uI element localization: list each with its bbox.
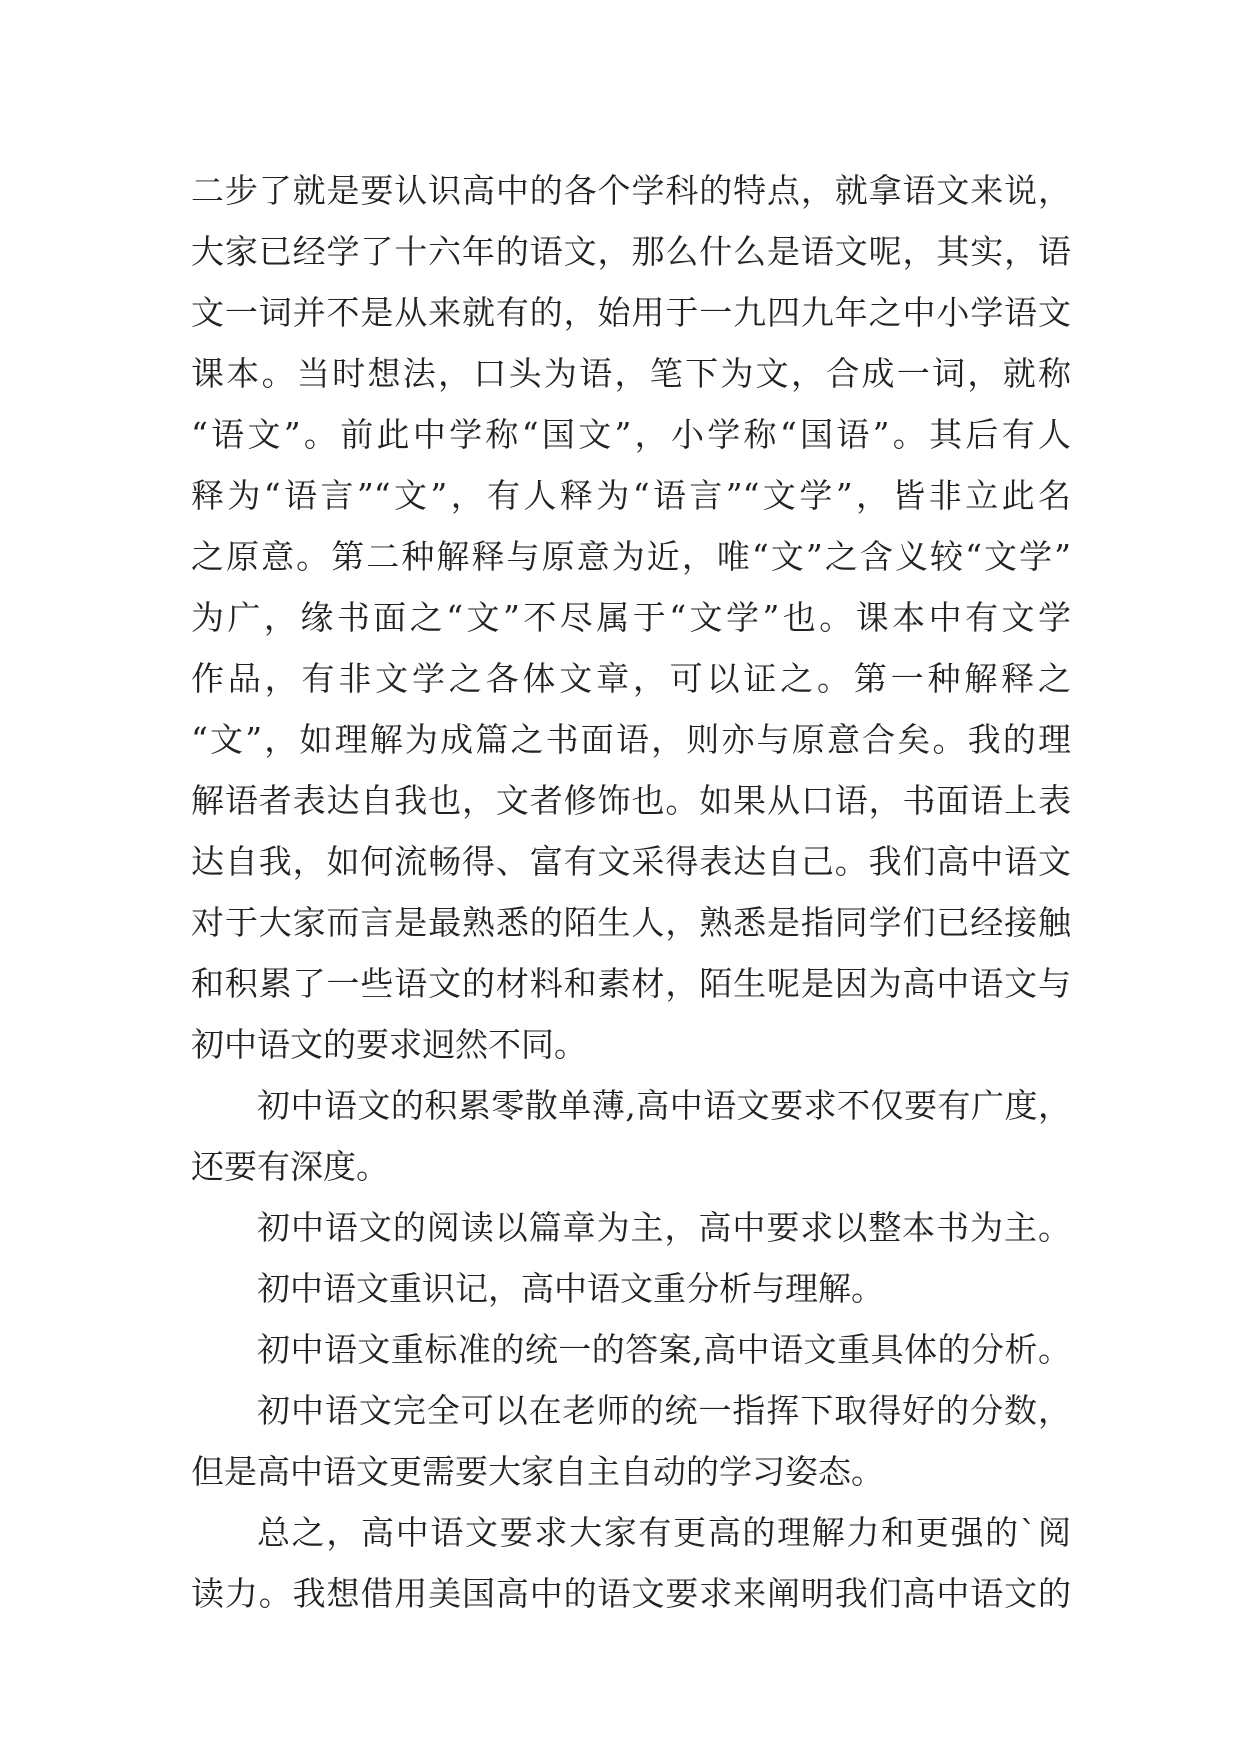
text-line bbox=[191, 1075, 1071, 1136]
text-line-content: 大家已经学了十六年的语文，那么什么是语文呢，其实，语 bbox=[191, 232, 1071, 271]
text-line bbox=[191, 892, 1071, 953]
text-line bbox=[191, 221, 1071, 282]
text-line-content: 初中语文重标准的统一的答案,高中语文重具体的分析。 bbox=[257, 1330, 1071, 1369]
text-line bbox=[191, 1441, 1071, 1502]
text-line bbox=[191, 1014, 1071, 1075]
text-line bbox=[191, 160, 1071, 221]
text-line-content: 之原意。第二种解释与原意为近，唯“文”之含义较“文学” bbox=[191, 537, 1071, 576]
text-line bbox=[191, 526, 1071, 587]
text-line-content: 二步了就是要认识高中的各个学科的特点，就拿语文来说， bbox=[191, 171, 1071, 210]
text-line-content: 初中语文重识记，高中语文重分析与理解。 bbox=[257, 1269, 884, 1308]
document-body bbox=[191, 160, 1071, 1624]
text-line bbox=[191, 831, 1071, 892]
text-line-content: “文”，如理解为成篇之书面语，则亦与原意合矣。我的理 bbox=[191, 720, 1071, 759]
text-line bbox=[191, 648, 1071, 709]
text-line-content: 对于大家而言是最熟悉的陌生人，熟悉是指同学们已经接触 bbox=[191, 903, 1071, 942]
text-line bbox=[191, 465, 1071, 526]
text-line bbox=[191, 1563, 1071, 1624]
text-line bbox=[191, 1197, 1071, 1258]
text-line-content: 初中语文的阅读以篇章为主，高中要求以整本书为主。 bbox=[257, 1208, 1071, 1247]
text-line-content: 解语者表达自我也，文者修饰也。如果从口语，书面语上表 bbox=[191, 781, 1071, 820]
text-line-content: “语文”。前此中学称“国文”，小学称“国语”。其后有人 bbox=[191, 415, 1071, 454]
text-line-content: 课本。当时想法，口头为语，笔下为文，合成一词，就称 bbox=[191, 354, 1071, 393]
text-line bbox=[191, 343, 1071, 404]
text-line-content: 作品，有非文学之各体文章，可以证之。第一种解释之 bbox=[191, 659, 1071, 698]
text-line-content: 初中语文完全可以在老师的统一指挥下取得好的分数， bbox=[257, 1391, 1071, 1430]
text-line bbox=[191, 1380, 1071, 1441]
text-line bbox=[191, 1258, 1071, 1319]
text-line bbox=[191, 404, 1071, 465]
text-line-content: 但是高中语文更需要大家自主自动的学习姿态。 bbox=[191, 1452, 884, 1491]
text-line-content: 读力。我想借用美国高中的语文要求来阐明我们高中语文的 bbox=[191, 1574, 1071, 1613]
text-line bbox=[191, 1319, 1071, 1380]
text-line bbox=[191, 709, 1071, 770]
text-line bbox=[191, 1136, 1071, 1197]
text-line-content: 释为“语言”“文”，有人释为“语言”“文学”，皆非立此名 bbox=[191, 476, 1071, 515]
text-line bbox=[191, 953, 1071, 1014]
text-line bbox=[191, 1502, 1071, 1563]
text-line-content: 文一词并不是从来就有的，始用于一九四九年之中小学语文 bbox=[191, 293, 1071, 332]
text-line-content: 初中语文的积累零散单薄,高中语文要求不仅要有广度， bbox=[257, 1086, 1071, 1125]
text-line-content: 为广，缘书面之“文”不尽属于“文学”也。课本中有文学 bbox=[191, 598, 1071, 637]
text-line-content: 达自我，如何流畅得、富有文采得表达自己。我们高中语文 bbox=[191, 842, 1071, 881]
text-line-content: 还要有深度。 bbox=[191, 1147, 389, 1186]
text-line bbox=[191, 770, 1071, 831]
text-line-content: 和积累了一些语文的材料和素材，陌生呢是因为高中语文与 bbox=[191, 964, 1071, 1003]
text-line-content: 初中语文的要求迥然不同。 bbox=[191, 1025, 587, 1064]
text-line bbox=[191, 282, 1071, 343]
text-line-content: 总之，高中语文要求大家有更高的理解力和更强的`阅 bbox=[257, 1513, 1071, 1552]
text-line bbox=[191, 587, 1071, 648]
